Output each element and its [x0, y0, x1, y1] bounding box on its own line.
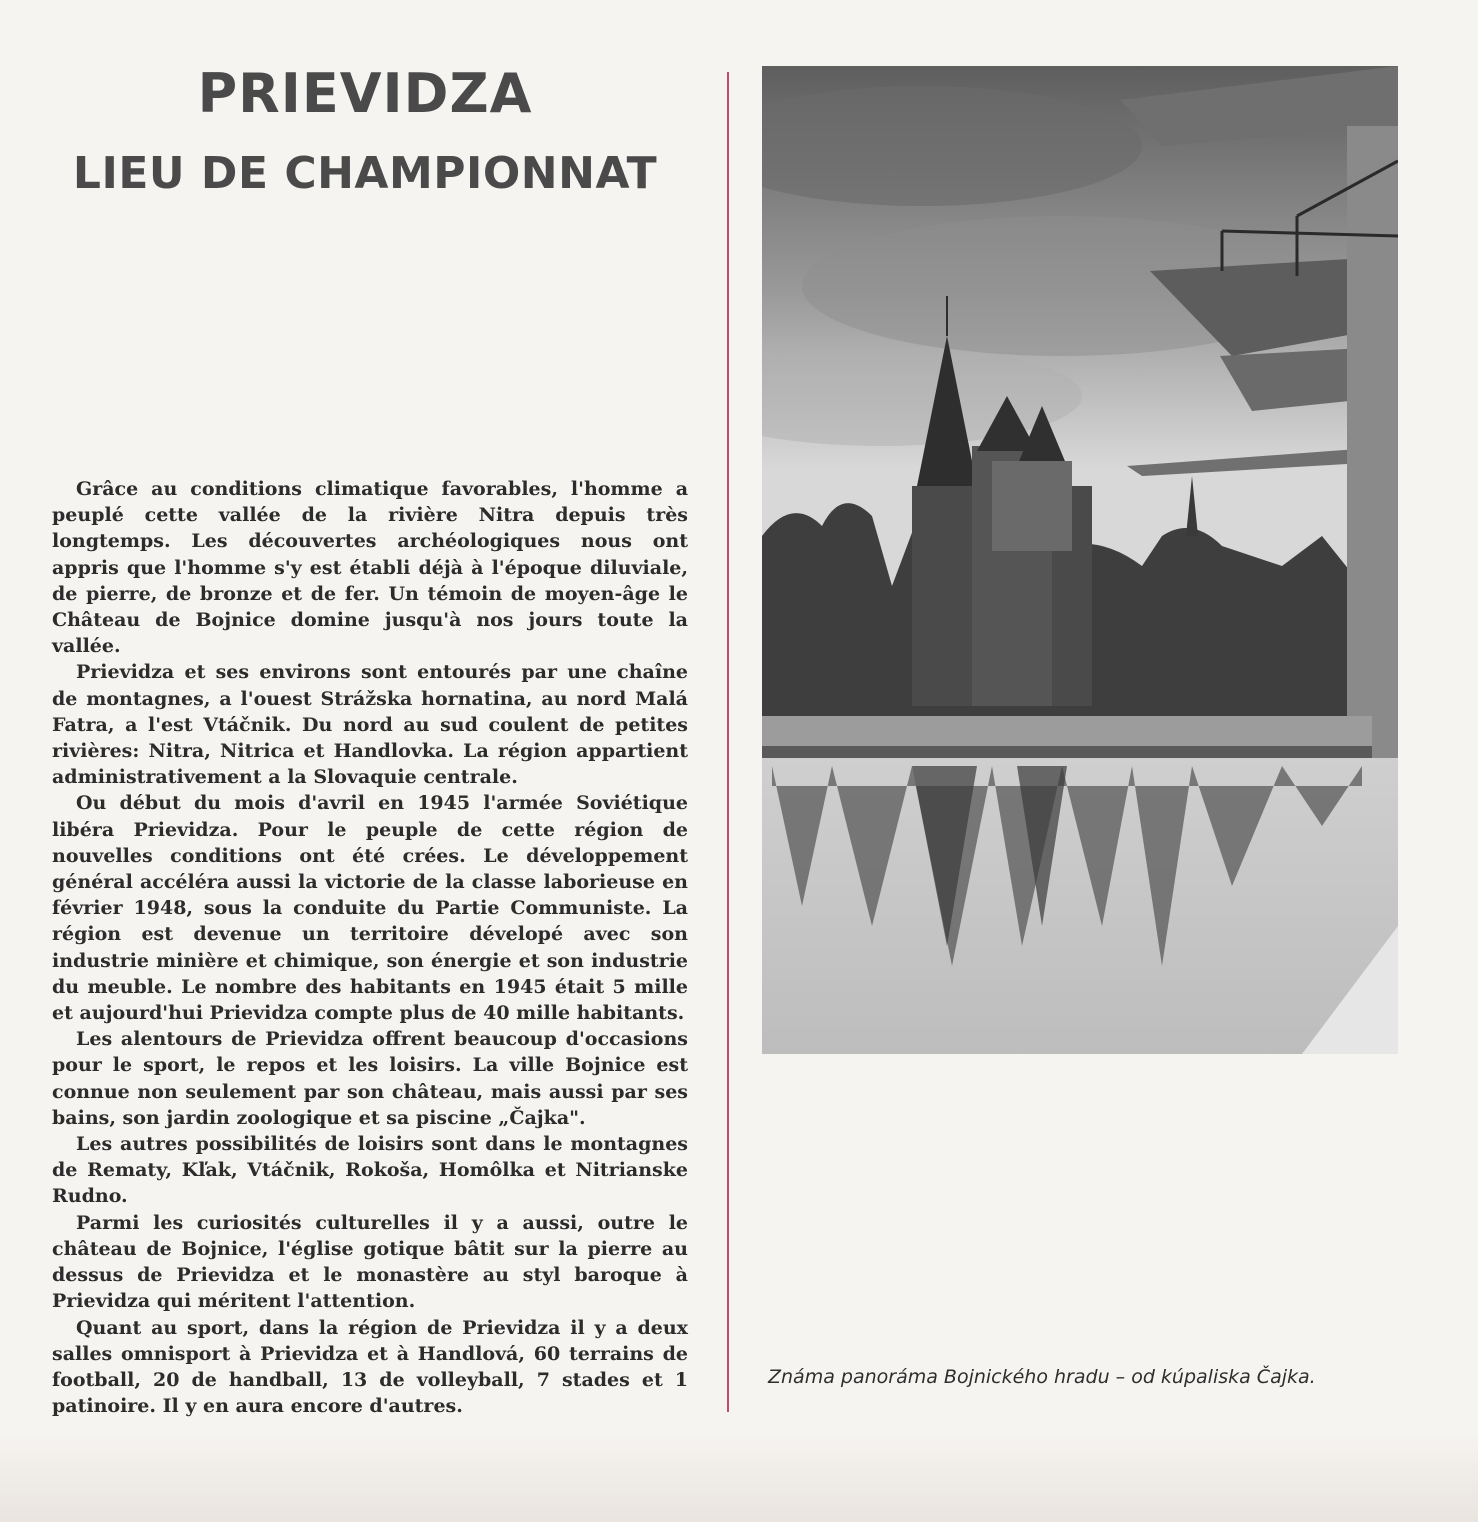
article-paragraph-5: Les autres possibilités de loisirs sont dans le montagnes de Rematy, Kľak, Vtáčnik, Rokoša, Homôlka et Nitrianske Rudno. — [52, 1133, 688, 1208]
article-paragraph-7: Quant au sport, dans la région de Prievidza il y a deux salles omnisport à Prievidza et à Handlová, 60 terrains de football, 20 de handball, 13 de volleyball, 7 stades et 1 patinoire. Il y en aura encore d'autres. — [52, 1316, 688, 1418]
castle-photo — [762, 66, 1398, 1054]
article-paragraph-3: Ou début du mois d'avril en 1945 l'armée Soviétique libéra Prievidza. Pour le peuple de cette région de nouvelles conditions ont été crées. Le développement général accéléra aussi la victorie de la classe laborieuse en février 1948, sous la conduite du Partie Communiste. La région est devenue un territoire dévelopé avec son industrie minière et chimique, son énergie et son industrie du meuble. Le nombre des habitants en 1945 était 5 mille et aujourd'hui Prievidza compte plus de 40 mille habitants. — [52, 792, 688, 1025]
column-divider — [727, 72, 729, 1412]
article-paragraph-1: Grâce au conditions climatique favorables, l'homme a peuplé cette vallée de la rivière Nitra depuis très longtemps. Les découvertes archéologiques nous ont appris que l'homme s'y est établi déjà à l'époque diluviale, de pierre, de bronze et de fer. Un témoin de moyen-âge le Château de Bojnice domine jusqu'à nos jours toute la vallée. — [52, 478, 688, 658]
article-paragraph-6: Parmi les curiosités culturelles il y a aussi, outre le château de Bojnice, l'église gotique bâtit sur la pierre au dessus de Prievidza et le monastère au styl baroque à Prievidza qui méritent l'attention. — [52, 1211, 688, 1313]
article-body — [52, 476, 688, 1419]
article-paragraph-4: Les alentours de Prievidza offrent beaucoup d'occasions pour le sport, le repos et les loisirs. La ville Bojnice est connue non seulement par son château, mais aussi par ses bains, son jardin zoologique et sa piscine „Čajka". — [52, 1028, 688, 1129]
page-title: PRIEVIDZA — [197, 62, 533, 125]
page-subtitle: LIEU DE CHAMPIONNAT — [72, 148, 658, 199]
photo-caption: Známa panoráma Bojnického hradu – od kúpaliska Čajka. — [768, 1366, 1316, 1388]
article-paragraph-2: Prievidza et ses environs sont entourés par une chaîne de montagnes, a l'ouest Strážska hornatina, au nord Malá Fatra, a l'est Vtáčnik. Du nord au sud coulent de petites rivières: Nitra, Nitrica et Handlovka. La région appartient administrativement a la Slovaquie centrale. — [52, 661, 688, 789]
